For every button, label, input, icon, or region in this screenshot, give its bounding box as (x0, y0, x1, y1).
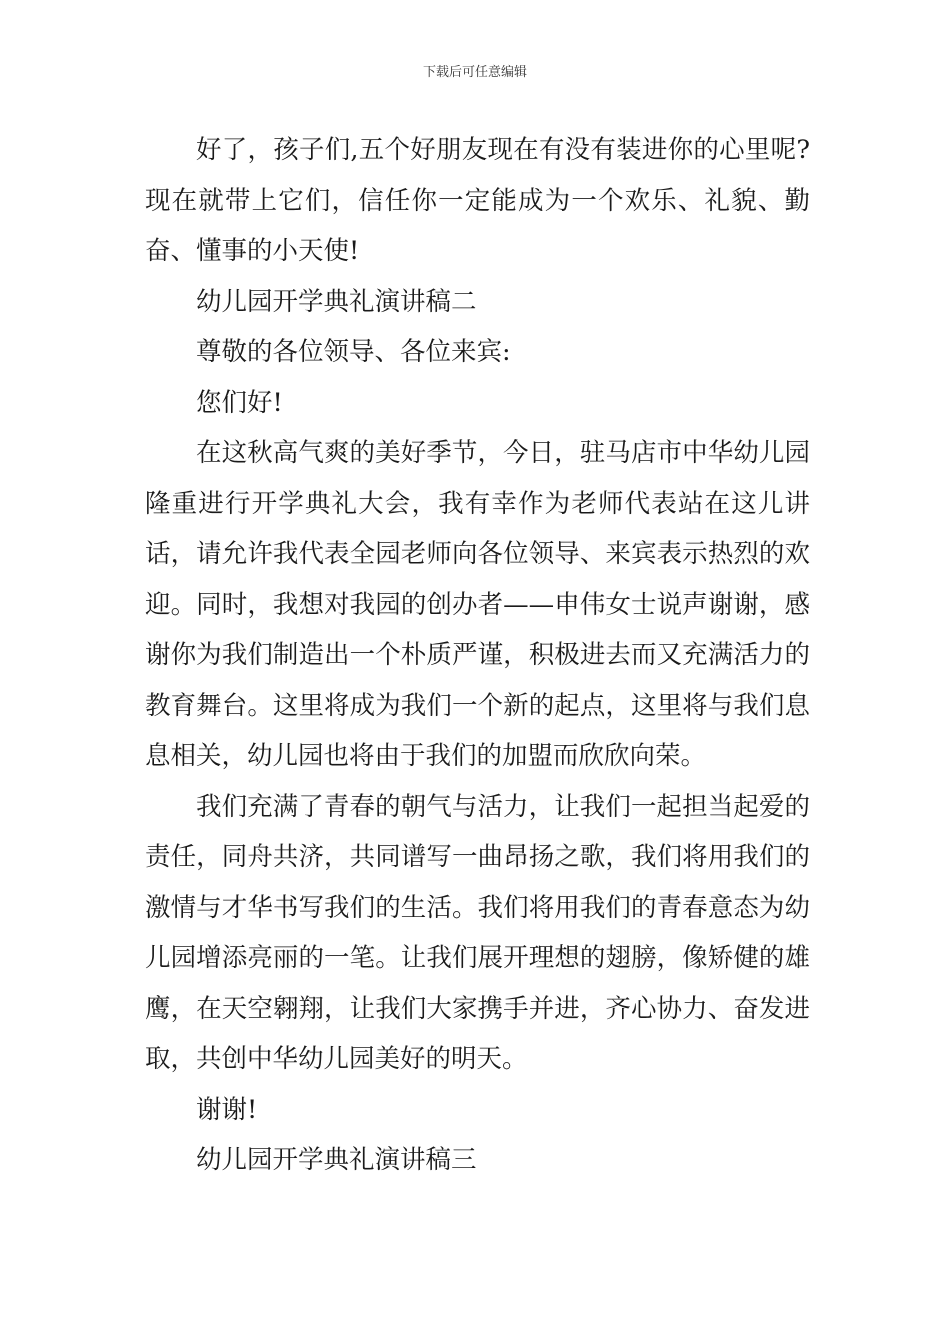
thanks-line: 谢谢! (196, 1094, 258, 1125)
document-body (145, 125, 810, 1186)
salutation: 尊敬的各位领导、各位来宾: (196, 337, 511, 367)
greeting: 您们好! (196, 387, 283, 418)
paragraph-body-2: 我们充满了青春的朝气与活力，让我们一起担当起爱的责任，同舟共济，共同谱写一曲昂扬之歌，我们将用我们的激情与才华书写我们的生活。我们将用我们的青春意态为幼儿园增添亮丽的一笔。让我们展开理想的翅膀，像矫健的雄鹰，在天空翱翔，让我们大家携手并进，齐心协力、奋发进取，共创中华幼儿园美好的明天。 (145, 791, 810, 1074)
paragraph-closing-intro: 好了，孩子们,五个好朋友现在有没有装进你的心里呢?现在就带上它们，信任你一定能成为一个欢乐、礼貌、勤奋、懂事的小天使! (145, 135, 810, 266)
section-title-speech-three: 幼儿园开学典礼演讲稿三 (196, 1145, 477, 1175)
paragraph-body-1: 在这秋高气爽的美好季节，今日，驻马店市中华幼儿园隆重进行开学典礼大会，我有幸作为老师代表站在这儿讲话，请允许我代表全园老师向各位领导、来宾表示热烈的欢迎。同时，我想对我园的创办者——申伟女士说声谢谢，感谢你为我们制造出一个朴质严谨，积极进去而又充满活力的教育舞台。这里将成为我们一个新的起点，这里将与我们息息相关，幼儿园也将由于我们的加盟而欣欣向荣。 (145, 438, 810, 771)
page-header: 下载后可任意编辑 (422, 65, 527, 80)
section-title-speech-two: 幼儿园开学典礼演讲稿二 (196, 286, 477, 317)
